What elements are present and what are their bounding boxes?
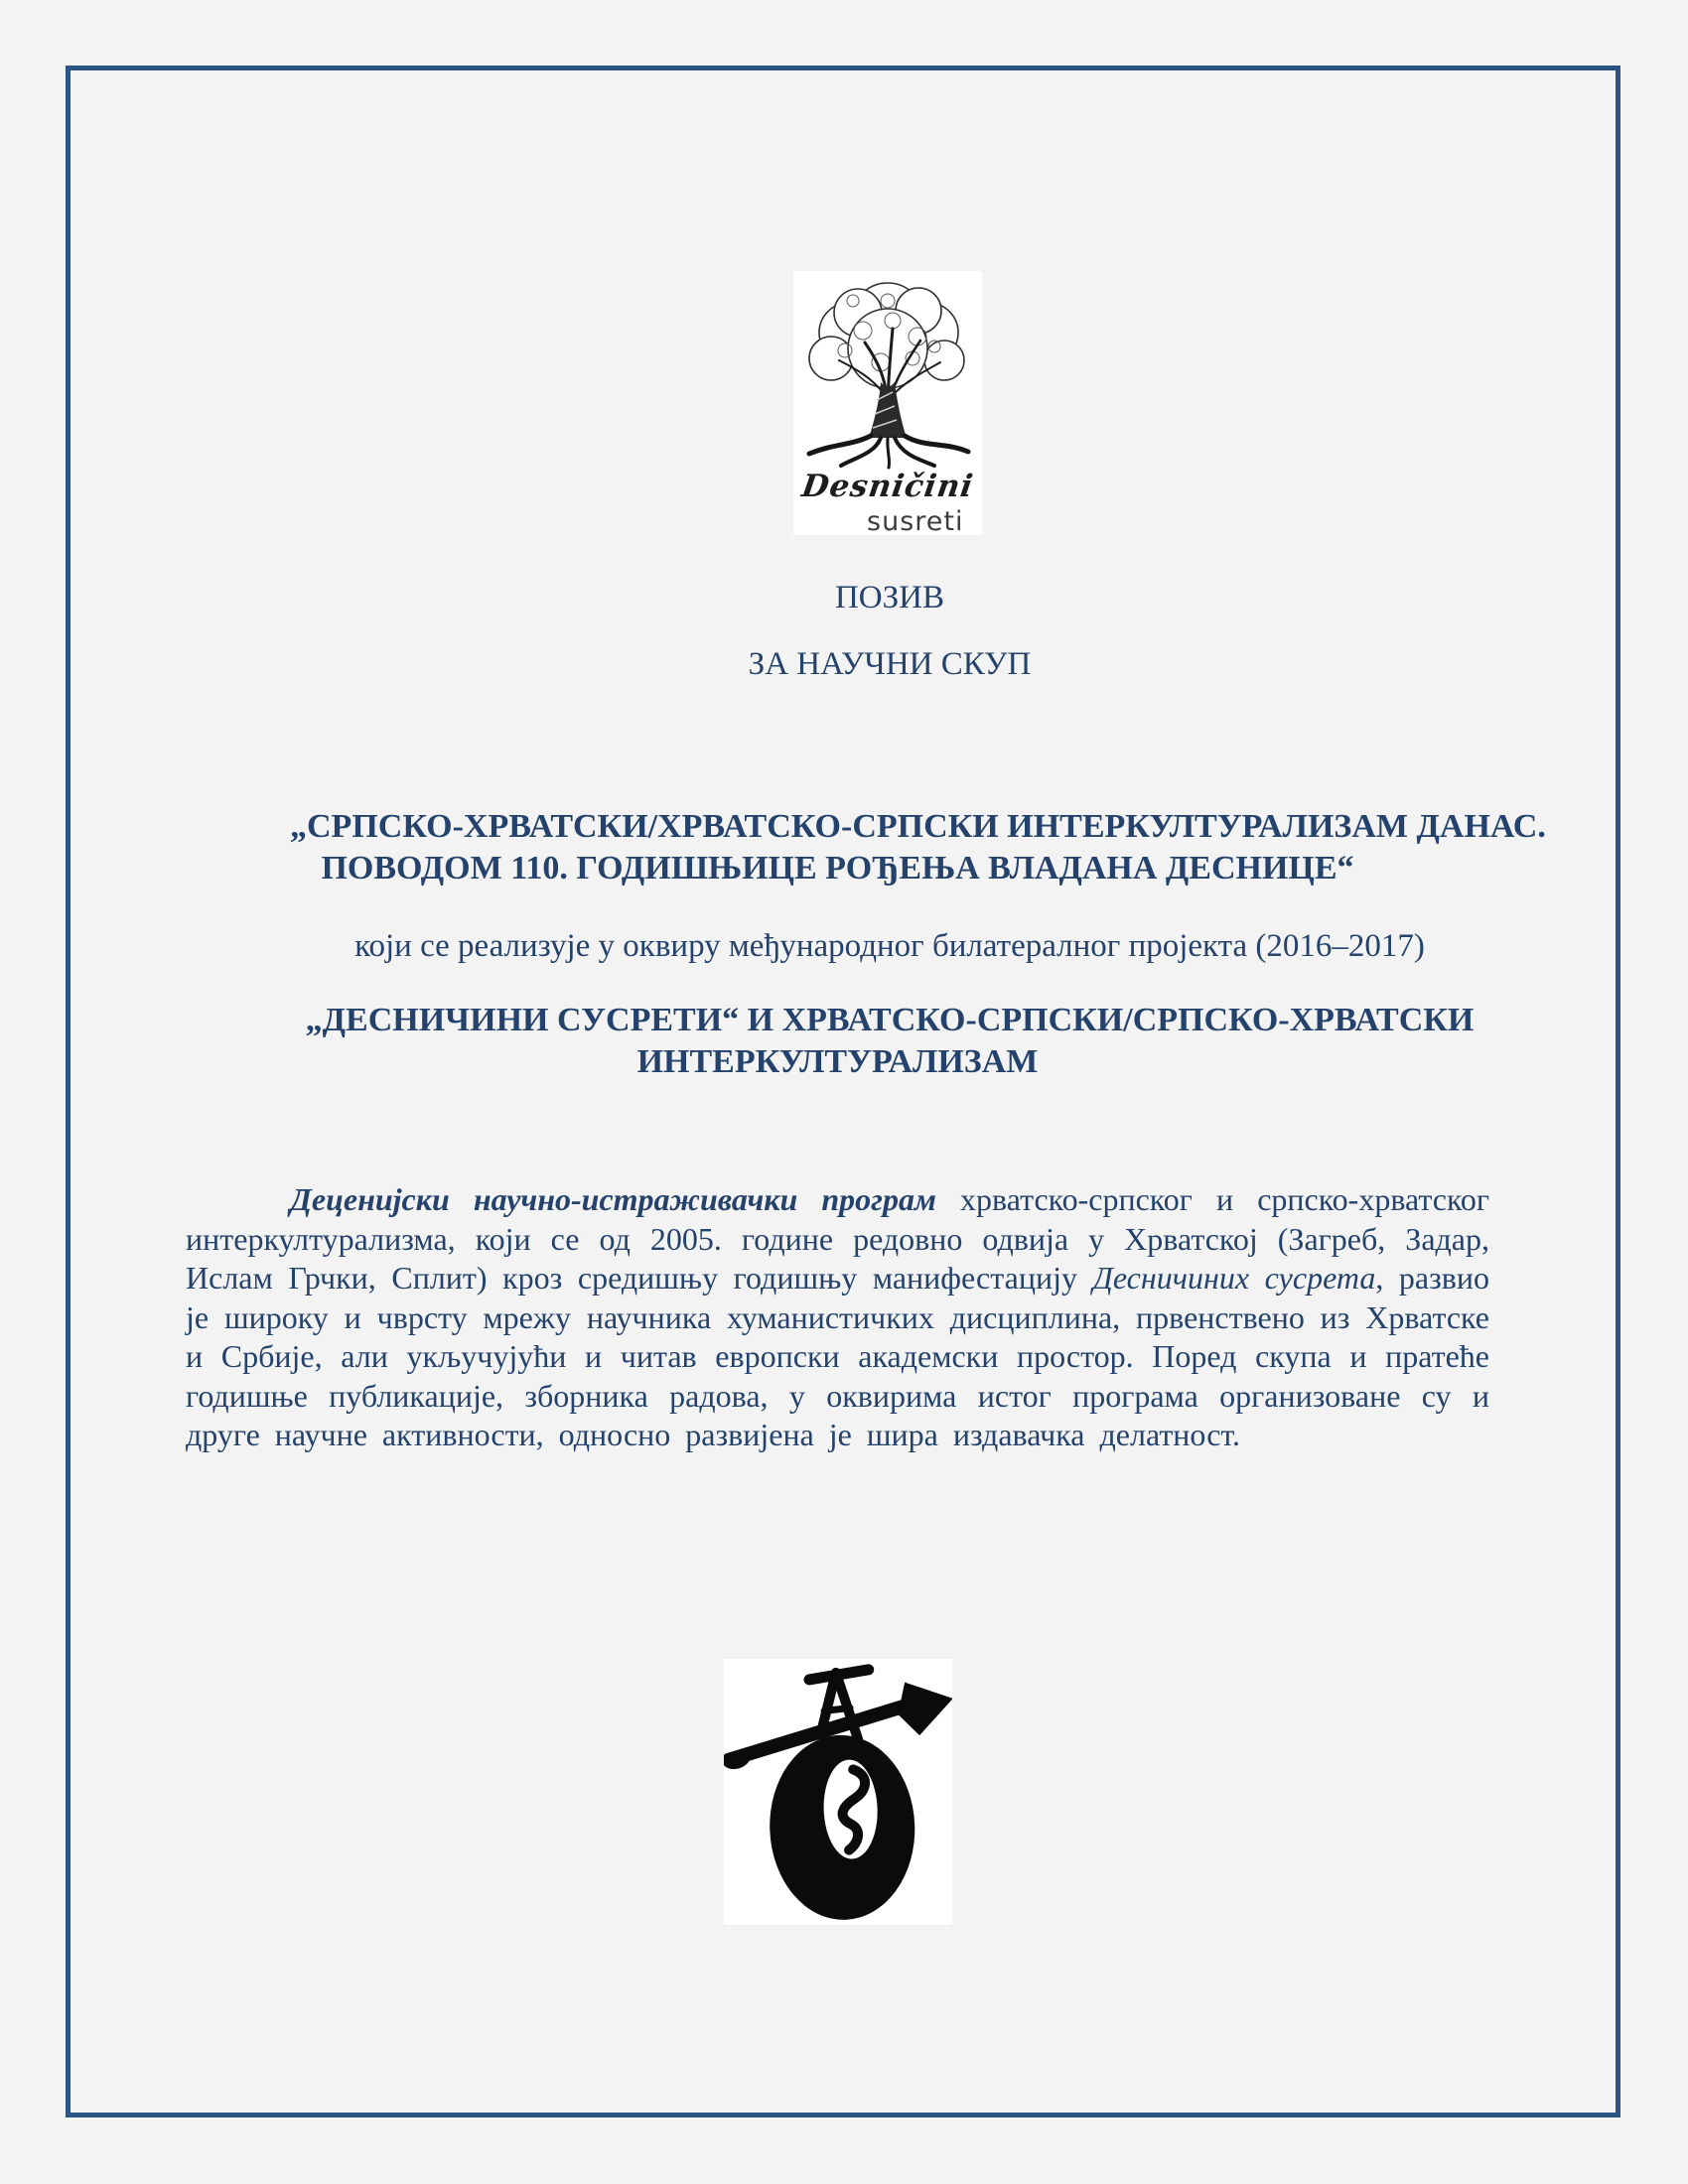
invitation-subheading: ЗА НАУЧНИ СКУП [748,646,1032,682]
monogram-icon [724,1659,952,1925]
desnicini-susreti-logo [793,271,982,535]
project-title-line-2: ИНТЕРКУЛТУРАЛИЗАМ [636,1043,1039,1080]
paragraph-italic-phrase: Десничиних сусрета [1092,1260,1376,1296]
conference-title-line-2: ПОВОДОМ 110. ГОДИШЊИЦЕ РОЂЕЊА ВЛАДАНА ДЕСНИЦЕ“ [321,850,1354,887]
invitation-heading: ПОЗИВ [834,580,945,615]
bottom-logo-row [186,1659,1489,1930]
paragraph-lead-bold-italic: Деценијски научно-истраживачки програм [290,1181,936,1217]
logo-script-text: Desničini [798,469,976,504]
conference-title [186,806,1546,889]
paragraph-text-2: , развио је широку и чврсту мрежу научника хуманистичких дисциплина, првенствено из Хрватске и Србије, али укључујући и читав европски академски простор. Поред скупа и пратеће годишње публикације, зборника радова, у оквирима истог програма организоване су и друге научне активности, односно развијена је шира издавачка делатност. [186,1260,1489,1452]
conference-title-line-1: „СРПСКО-ХРВАТСКИ/ХРВАТСКО-СРПСКИ ИНТЕРКУЛТУРАЛИЗАМ ДАНАС. [290,808,1546,845]
logo-subtext: susreti [867,506,964,535]
top-logo-row [186,271,1489,540]
tree-icon [793,271,982,470]
project-subtitle: који се реализује у оквиру међународног билатералног пројекта (2016–2017) [354,928,1425,964]
paragraph-text-1: хрватско-српског и српско-хрватског интеркултурализма, који се од 2005. године редовно одвија у Хрватској (Загреб, Задар, Ислам Грчки, Сплит) кроз средишњу годишњу манифестацију [186,1181,1489,1296]
project-title-line-1: „ДЕСНИЧИНИ СУСРЕТИ“ И ХРВАТСКО-СРПСКИ/СРПСКО-ХРВАТСКИ [305,1002,1475,1038]
project-title [186,1000,1489,1083]
publisher-logo [724,1659,952,1925]
body-paragraph [186,1180,1489,1455]
